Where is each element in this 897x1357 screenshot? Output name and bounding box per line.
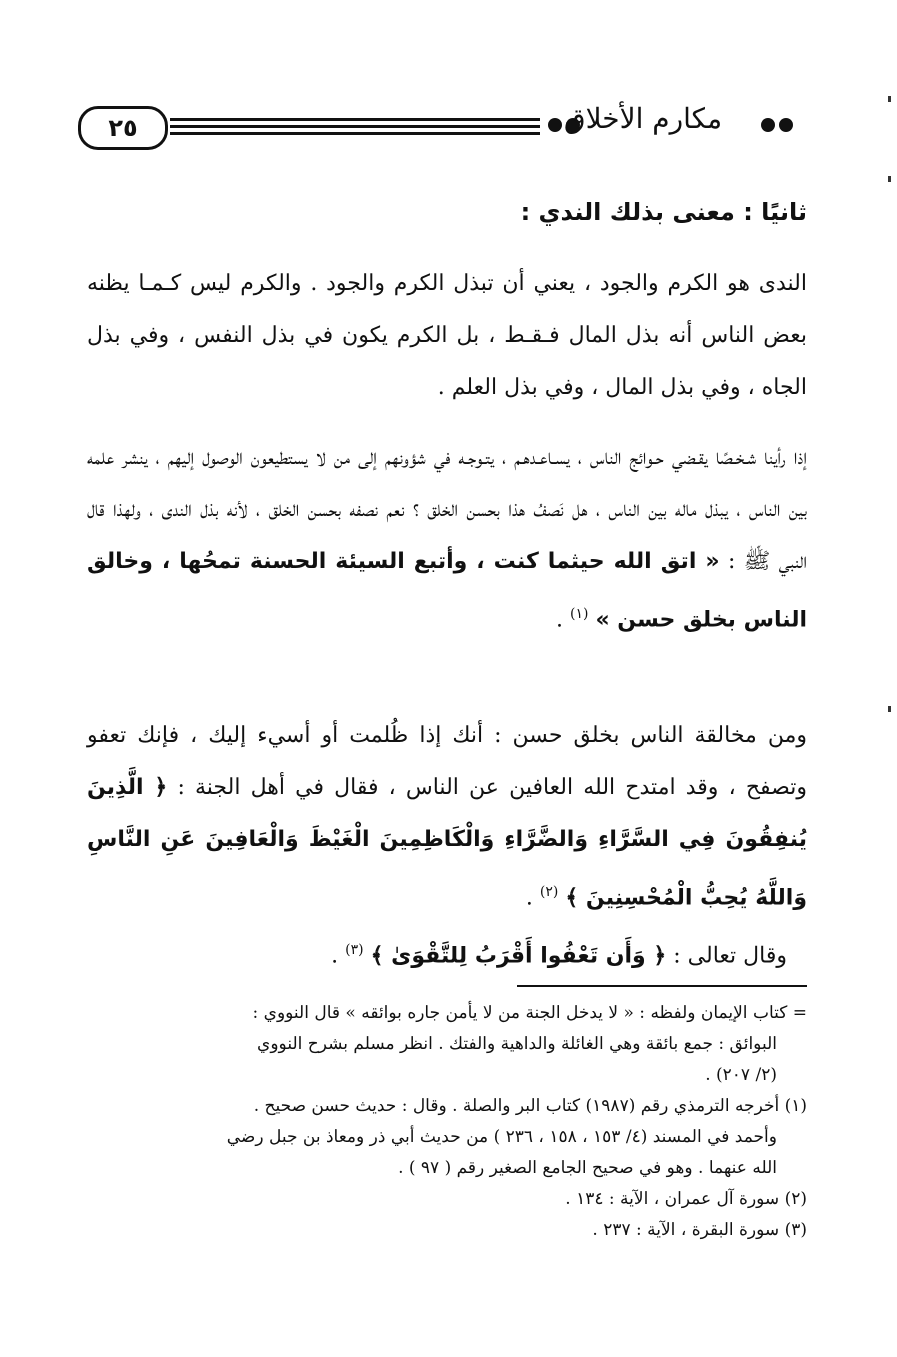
footnote-line: (٣) سورة البقرة ، الآية : ٢٣٧ . bbox=[592, 1220, 807, 1240]
header-rule bbox=[170, 132, 540, 135]
footnote-line: وأحمد في المسند (٤/ ١٥٣ ، ١٥٨ ، ٢٣٦ ) من حديث أبي ذر ومعاذ بن جبل رضي bbox=[226, 1127, 777, 1147]
paragraph-text: إذا رأينا شـخـصًا يقـضي حـوائج الناس ، يسـاعـدهـم ، يتـوجـه في شؤونهم إلى من لا يستطيعون الوصول إليهم ، ينشر علمه بين الناس ، يبذل ماله بين الناس ، هل نَصفُ هذا بحسن الخلق ؟ نعم نصفه بحسن الخلق ، لأنه بذل الندى ، ولهذا قال النبي ﷺ : bbox=[87, 445, 807, 574]
scan-mark bbox=[888, 96, 891, 102]
page-header bbox=[78, 96, 793, 156]
dot-ornament bbox=[779, 118, 793, 132]
paragraph-end: . bbox=[331, 943, 346, 969]
footnote-line: الله عنهما . وهو في صحيح الجامع الصغير رقم ( ٩٧ ) . bbox=[398, 1158, 777, 1178]
paragraph-text: ومن مخالقة الناس بخلق حسن : أنك إذا ظُلمت أو أسيء إليك ، فإنك تعفو وتصفح ، وقد امتدح الله العافين عن الناس ، فقال في أهل الجنة : bbox=[87, 723, 807, 800]
paragraph-end: . bbox=[555, 607, 570, 633]
book-title: مكارم الأخلاق bbox=[563, 102, 723, 135]
header-rule bbox=[170, 118, 540, 121]
footnote-line: = كتاب الإيمان ولفظه : « لا يدخل الجنة من لا يأمن جاره بوائقه » قال النووي : bbox=[252, 1003, 807, 1023]
footnote-ref: (٣) bbox=[345, 942, 364, 958]
footnote-line: (٢/ ٢٠٧) . bbox=[705, 1065, 777, 1085]
paragraph-text: وقال تعالى : bbox=[673, 943, 787, 969]
footnote-line: (١) أخرجه الترمذي رقم (١٩٨٧) كتاب البر والصلة . وقال : حديث حسن صحيح . bbox=[253, 1096, 807, 1116]
paragraph bbox=[87, 924, 787, 982]
paragraph-end: . bbox=[525, 885, 540, 911]
footnote-ref: (١) bbox=[569, 606, 589, 622]
section-heading: ثانيًا : معنى بذلك الندي : bbox=[520, 198, 807, 226]
scan-mark bbox=[888, 706, 891, 712]
scan-mark bbox=[888, 176, 891, 182]
header-dots bbox=[761, 118, 793, 132]
footnote-line: البوائق : جمع بائقة وهي الغائلة والداهية والفتك . انظر مسلم بشرح النووي bbox=[257, 1034, 777, 1054]
footnotes bbox=[87, 998, 807, 1246]
paragraph bbox=[87, 710, 807, 924]
header-rule bbox=[170, 125, 540, 128]
quran-quote: ﴿ وَأَن تَعْفُوا أَقْرَبُ لِلتَّقْوَىٰ ﴾ bbox=[370, 943, 667, 969]
footnote-line: (٢) سورة آل عمران ، الآية : ١٣٤ . bbox=[565, 1189, 807, 1209]
paragraph bbox=[87, 432, 807, 646]
footnote-separator bbox=[517, 985, 807, 987]
paragraph-text: الندى هو الكرم والجود ، يعني أن تبذل الكرم والجود . والكرم ليس كـمـا يظنه بعض الناس أنه بذل المال فـقـط ، بل الكرم يكون في بذل النفس ، وفي بذل الجاه ، وفي بذل المال ، وفي بذل العلم . bbox=[87, 271, 807, 400]
footnote-ref: (٢) bbox=[539, 884, 559, 900]
page-number: ٢٥ bbox=[78, 106, 168, 150]
paragraph bbox=[87, 258, 807, 414]
dot-ornament bbox=[761, 118, 775, 132]
quran-quote: ﴿ الَّذِينَ يُنفِقُونَ فِي السَّرَّاءِ وَالضَّرَّاءِ وَالْكَاظِمِينَ الْغَيْظَ وَالْعَافِينَ عَنِ النَّاسِ وَاللَّهُ يُحِبُّ الْمُحْسِنِينَ ﴾ bbox=[87, 775, 807, 911]
hadith-quote: « اتق الله حيثما كنت ، وأتبع السيئة الحسنة تمحُها ، وخالق الناس بخلق حسن » bbox=[87, 549, 807, 633]
